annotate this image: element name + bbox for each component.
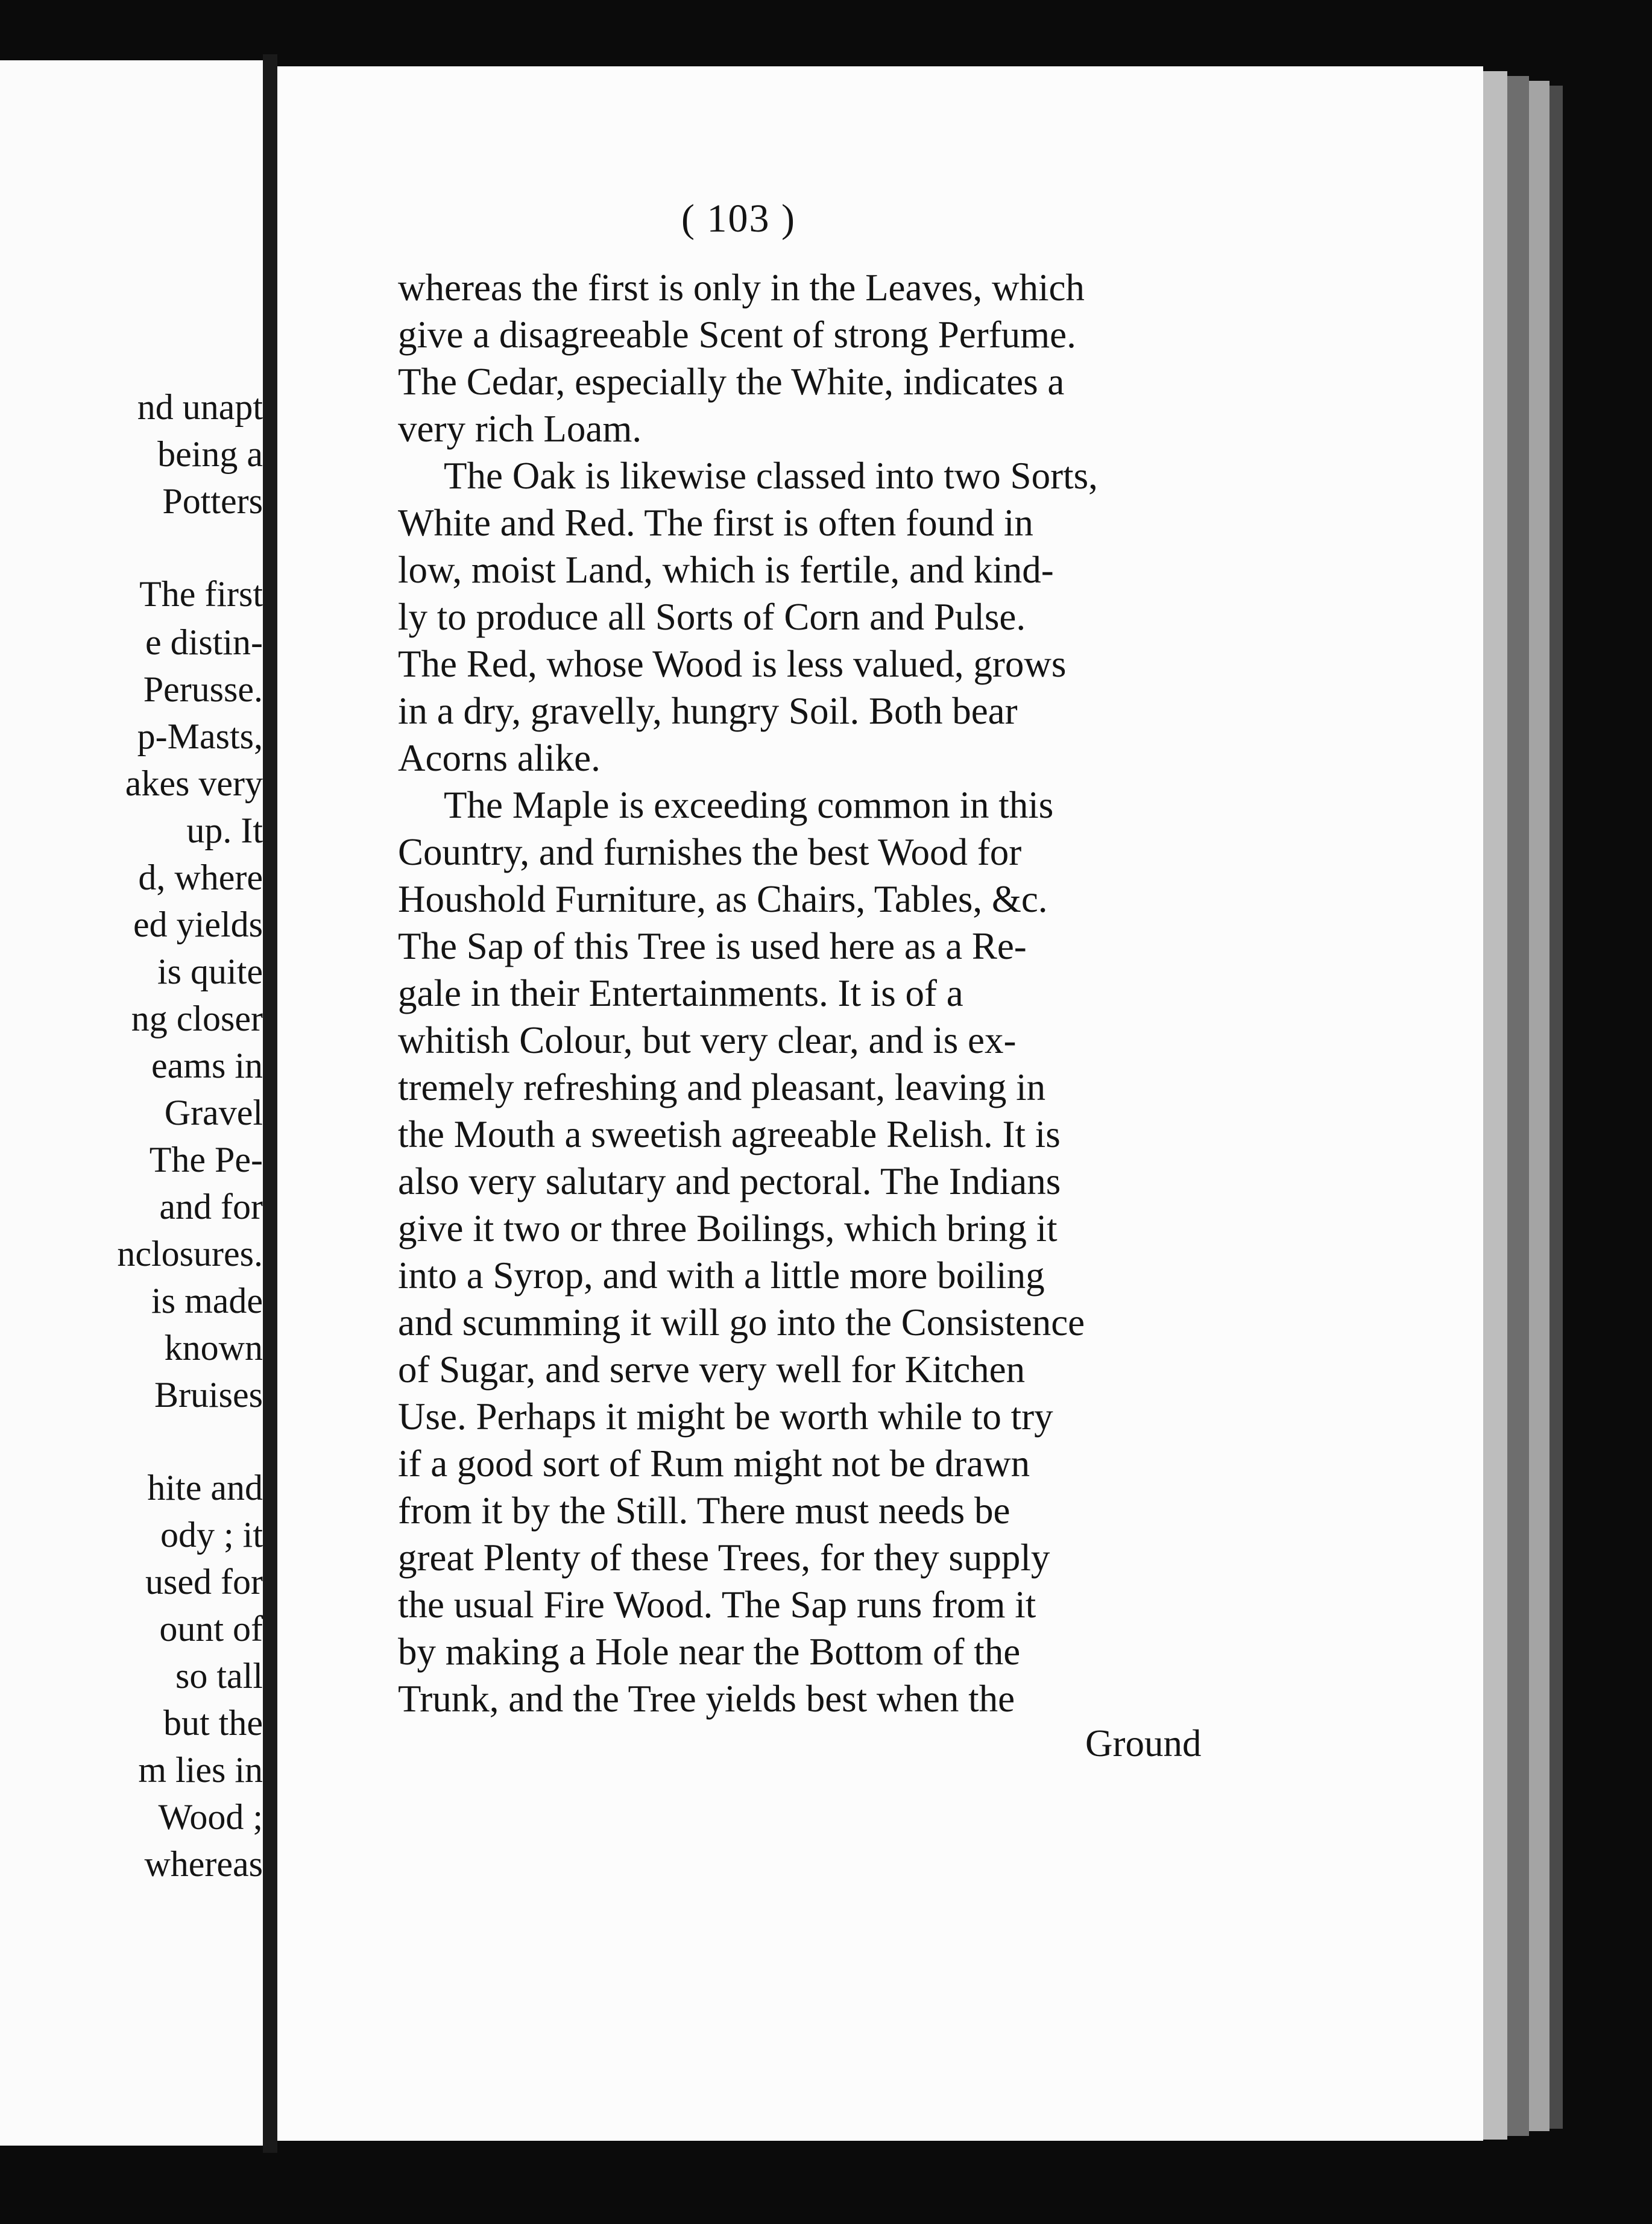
left-page-line: and for — [159, 1187, 263, 1227]
text-line: Use. Perhaps it might be worth while to try — [398, 1395, 1053, 1438]
text-line: the usual Fire Wood. The Sap runs from it — [398, 1584, 1036, 1626]
text-line: low, moist Land, which is fertile, and kind- — [398, 549, 1054, 591]
left-page-line: e distin- — [145, 622, 263, 662]
text-line: very rich Loam. — [398, 408, 642, 450]
left-page-line: known — [164, 1328, 263, 1368]
paragraph-cedar — [398, 264, 1230, 452]
text-line: Acorns alike. — [398, 737, 601, 779]
text-line: whereas the first is only in the Leaves, which — [398, 267, 1085, 309]
left-page-line: hite and — [147, 1468, 263, 1508]
text-line: in a dry, gravelly, hungry Soil. Both bear — [398, 690, 1018, 732]
left-page-line: but the — [163, 1703, 263, 1743]
text-line: if a good sort of Rum might not be drawn — [398, 1442, 1030, 1485]
text-line: tremely refreshing and pleasant, leaving in — [398, 1066, 1046, 1108]
text-line: The Oak is likewise classed into two Sorts, — [444, 455, 1098, 497]
page-edge — [1529, 81, 1550, 2131]
text-line: ly to produce all Sorts of Corn and Pulse. — [398, 596, 1026, 638]
left-page-line: eams in — [151, 1046, 263, 1085]
text-line: The Cedar, especially the White, indicates a — [398, 361, 1065, 403]
left-page-line: nd unapt — [137, 387, 263, 427]
paragraph-oak — [398, 452, 1230, 782]
text-line: give it two or three Boilings, which bring it — [398, 1207, 1058, 1249]
left-page-line: Wood ; — [158, 1797, 263, 1837]
page-edge — [1550, 86, 1563, 2129]
left-page-line: ed yields — [133, 905, 263, 944]
text-line: into a Syrop, and with a little more boiling — [398, 1254, 1045, 1297]
left-page-line: is made — [151, 1281, 263, 1321]
catchword: Ground — [1085, 1722, 1202, 1764]
text-line: gale in their Entertainments. It is of a — [398, 972, 963, 1014]
page-edge — [1483, 71, 1507, 2140]
page-edge — [1507, 76, 1529, 2136]
book-gutter — [263, 54, 277, 2153]
paragraph-maple — [398, 782, 1230, 1722]
left-page-line: ount of — [159, 1609, 263, 1649]
text-line: whitish Colour, but very clear, and is ex- — [398, 1019, 1017, 1061]
text-line: The Sap of this Tree is used here as a Re- — [398, 925, 1027, 967]
left-page-line: The Pe- — [149, 1140, 263, 1180]
left-page-line: The first — [139, 574, 263, 614]
text-line: of Sugar, and serve very well for Kitchen — [398, 1348, 1026, 1391]
left-page-line: is quite — [157, 952, 263, 991]
text-line: great Plenty of these Trees, for they supply — [398, 1537, 1050, 1579]
left-page-line: Potters — [162, 481, 263, 521]
text-line: by making a Hole near the Bottom of the — [398, 1631, 1021, 1673]
left-page-line: d, where — [138, 858, 263, 897]
text-line: the Mouth a sweetish agreeable Relish. It is — [398, 1113, 1061, 1155]
text-line: Houshold Furniture, as Chairs, Tables, &c. — [398, 878, 1048, 920]
left-page-line: Perusse. — [143, 669, 263, 709]
left-page-line: used for — [145, 1562, 263, 1602]
text-line: also very salutary and pectoral. The Indians — [398, 1160, 1061, 1202]
body-text — [398, 264, 1230, 1722]
left-page-line: being a — [157, 434, 263, 474]
page-number: ( 103 ) — [681, 197, 796, 241]
left-page — [0, 60, 263, 2146]
left-page-line: Gravel — [164, 1093, 263, 1133]
left-page-line: p-Masts, — [137, 716, 263, 756]
text-line: Country, and furnishes the best Wood for — [398, 831, 1022, 873]
left-page-line: nclosures. — [117, 1234, 263, 1274]
left-page-line: ng closer — [131, 999, 263, 1038]
text-line: The Maple is exceeding common in this — [444, 784, 1054, 826]
text-line: White and Red. The first is often found in — [398, 502, 1033, 544]
left-page-line: m lies in — [138, 1750, 263, 1790]
text-line: from it by the Still. There must needs be — [398, 1490, 1010, 1532]
left-page-line: ody ; it — [160, 1515, 263, 1555]
text-line: Trunk, and the Tree yields best when the — [398, 1678, 1015, 1720]
text-line: give a disagreeable Scent of strong Perfume. — [398, 314, 1076, 356]
left-page-line: Bruises — [154, 1375, 263, 1415]
left-page-line: so tall — [175, 1656, 263, 1696]
left-page-line: akes very — [125, 763, 263, 803]
left-page-line: whereas — [144, 1844, 263, 1884]
text-line: and scumming it will go into the Consistence — [398, 1301, 1085, 1344]
left-page-line: up. It — [186, 810, 263, 850]
text-line: The Red, whose Wood is less valued, grows — [398, 643, 1067, 685]
